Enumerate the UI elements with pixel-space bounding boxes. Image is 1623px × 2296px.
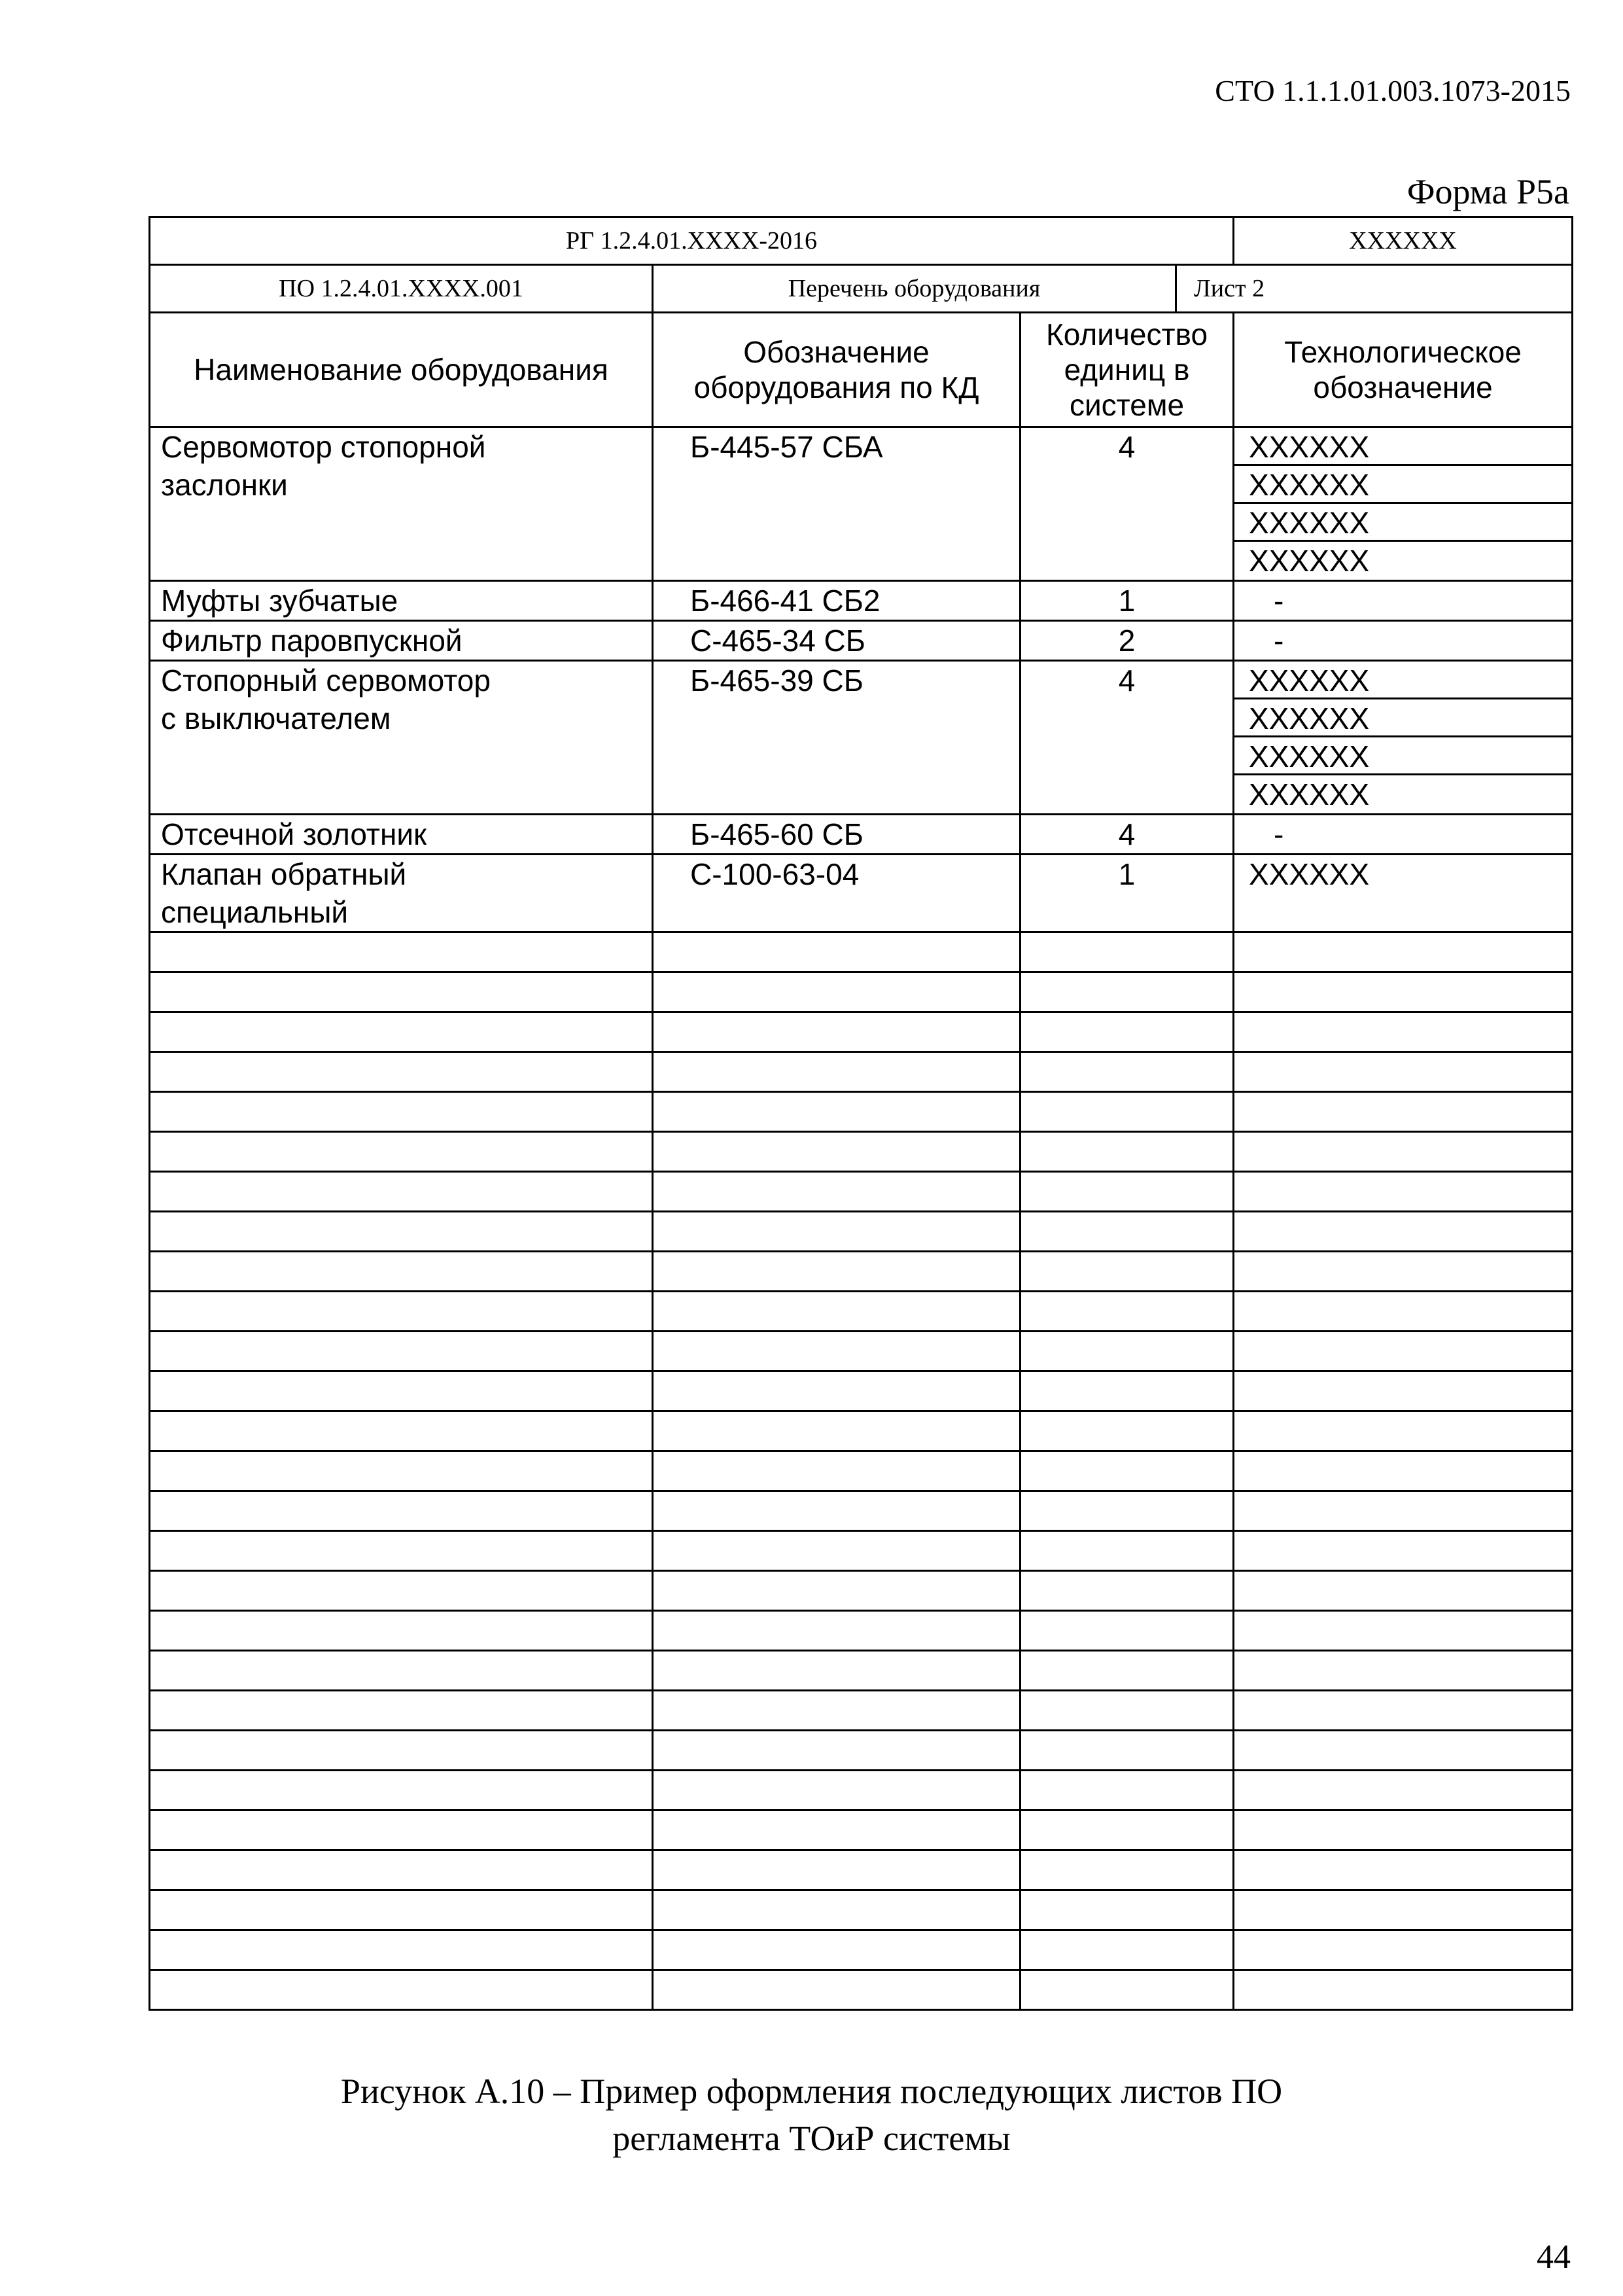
empty-cell <box>1234 1890 1573 1930</box>
empty-row <box>150 1012 1573 1052</box>
empty-cell <box>1021 972 1234 1012</box>
empty-cell <box>1021 1012 1234 1052</box>
figure-caption <box>0 2068 1623 2162</box>
empty-cell <box>653 1571 1021 1611</box>
empty-cell <box>1234 1930 1573 1970</box>
table-row <box>150 815 1573 855</box>
empty-cell <box>653 1252 1021 1292</box>
empty-cell <box>1021 1332 1234 1371</box>
empty-row <box>150 1691 1573 1731</box>
empty-cell <box>653 1810 1021 1850</box>
empty-row <box>150 1252 1573 1292</box>
equipment-table <box>148 216 1573 2011</box>
empty-cell <box>150 1332 653 1371</box>
empty-row <box>150 1132 1573 1172</box>
empty-row <box>150 1371 1573 1411</box>
empty-cell <box>1021 1771 1234 1810</box>
tech-designation: ХХХХХХ <box>1249 544 1370 578</box>
empty-cell <box>1234 932 1573 972</box>
empty-cell <box>1021 1731 1234 1771</box>
equipment-quantity-cell: 2 <box>1021 621 1234 661</box>
empty-cell <box>1234 1052 1573 1092</box>
empty-cell <box>1234 1092 1573 1132</box>
empty-cell <box>653 1731 1021 1771</box>
empty-cell <box>1234 1411 1573 1451</box>
empty-cell <box>1021 1451 1234 1491</box>
empty-cell <box>653 1371 1021 1411</box>
empty-row <box>150 1771 1573 1810</box>
empty-cell <box>653 1890 1021 1930</box>
empty-cell <box>1021 1252 1234 1292</box>
empty-cell <box>653 1052 1021 1092</box>
equipment-name-line: Стопорный сервомотор <box>161 663 491 698</box>
empty-cell <box>1234 1531 1573 1571</box>
empty-row <box>150 1890 1573 1930</box>
empty-cell <box>1234 1252 1573 1292</box>
equipment-code-cell: Б-445-57 СБА <box>653 427 1021 581</box>
empty-cell <box>653 1651 1021 1691</box>
equipment-name-cell <box>150 427 653 581</box>
equipment-name-line: Муфты зубчатые <box>161 584 398 618</box>
equipment-name-cell <box>150 661 653 815</box>
equipment-code-cell: С-100-63-04 <box>653 855 1021 932</box>
empty-cell <box>150 932 653 972</box>
tech-designation: ХХХХХХ <box>1234 466 1571 504</box>
tech-designation-cell <box>1234 815 1573 855</box>
equipment-name-line: с выключателем <box>161 701 391 735</box>
table-row <box>150 621 1573 661</box>
equipment-code-cell: С-465-34 СБ <box>653 621 1021 661</box>
empty-cell <box>1234 1132 1573 1172</box>
empty-cell <box>150 1571 653 1611</box>
tech-designation: - <box>1274 584 1284 618</box>
empty-row <box>150 1611 1573 1651</box>
empty-cell <box>150 1052 653 1092</box>
empty-cell <box>150 1292 653 1332</box>
tech-designation-cell <box>1234 427 1573 581</box>
empty-cell <box>1021 1930 1234 1970</box>
empty-cell <box>150 1890 653 1930</box>
empty-row <box>150 1491 1573 1531</box>
column-header-quantity: Количество единиц в системе <box>1021 313 1234 427</box>
empty-cell <box>1021 1691 1234 1731</box>
equipment-name-line: Клапан обратный <box>161 857 407 891</box>
empty-cell <box>1234 1850 1573 1890</box>
empty-row <box>150 1052 1573 1092</box>
empty-cell <box>1234 1810 1573 1850</box>
empty-cell <box>1021 1611 1234 1651</box>
table-row <box>150 661 1573 815</box>
empty-cell <box>653 972 1021 1012</box>
empty-cell <box>150 1651 653 1691</box>
empty-row <box>150 1850 1573 1890</box>
equipment-quantity-cell: 1 <box>1021 581 1234 621</box>
caption-line-1: Рисунок А.10 – Пример оформления последующих листов ПО <box>340 2072 1283 2111</box>
empty-cell <box>1021 1172 1234 1212</box>
empty-row <box>150 1172 1573 1212</box>
empty-cell <box>1021 1092 1234 1132</box>
empty-cell <box>1021 1491 1234 1531</box>
empty-row <box>150 1970 1573 2010</box>
empty-cell <box>150 1491 653 1531</box>
empty-cell <box>1234 1651 1573 1691</box>
empty-cell <box>150 1451 653 1491</box>
empty-cell <box>150 1172 653 1212</box>
empty-cell <box>653 1850 1021 1890</box>
equipment-name-line: специальный <box>161 895 349 929</box>
empty-row <box>150 1531 1573 1571</box>
empty-cell <box>1234 1970 1573 2010</box>
tech-designation: ХХХХХХ <box>1234 504 1571 542</box>
tech-designation-cell <box>1234 661 1573 815</box>
empty-row <box>150 1571 1573 1611</box>
empty-cell <box>1234 1571 1573 1611</box>
empty-cell <box>1021 1212 1234 1252</box>
empty-cell <box>653 1451 1021 1491</box>
empty-cell <box>1234 1292 1573 1332</box>
empty-cell <box>1021 1651 1234 1691</box>
empty-row <box>150 1930 1573 1970</box>
empty-cell <box>150 1850 653 1890</box>
empty-cell <box>653 1970 1021 2010</box>
equipment-quantity-cell: 4 <box>1021 815 1234 855</box>
empty-cell <box>1234 1491 1573 1531</box>
empty-cell <box>150 1531 653 1571</box>
caption-line-2: регламента ТОиР системы <box>612 2119 1011 2158</box>
empty-row <box>150 1810 1573 1850</box>
form-label: Форма Р5а <box>1406 172 1569 211</box>
empty-cell <box>1021 1890 1234 1930</box>
empty-cell <box>653 1531 1021 1571</box>
empty-row <box>150 1411 1573 1451</box>
column-header-code: Обозначение оборудования по КД <box>653 313 1021 427</box>
empty-cell <box>653 1092 1021 1132</box>
tech-designation-cell <box>1234 855 1573 932</box>
empty-cell <box>1021 1850 1234 1890</box>
empty-cell <box>150 1970 653 2010</box>
empty-cell <box>150 1411 653 1451</box>
empty-cell <box>653 932 1021 972</box>
empty-cell <box>1234 1691 1573 1731</box>
equipment-code-cell: Б-465-60 СБ <box>653 815 1021 855</box>
tech-designation: ХХХХХХ <box>1234 699 1571 737</box>
empty-cell <box>1234 1611 1573 1651</box>
empty-cell <box>150 1092 653 1132</box>
empty-cell <box>1021 1810 1234 1850</box>
equipment-name-cell <box>150 855 653 932</box>
equipment-quantity-cell: 1 <box>1021 855 1234 932</box>
tech-designation: ХХХХХХ <box>1234 428 1571 466</box>
empty-cell <box>1234 1731 1573 1771</box>
header-list-title: Перечень оборудования <box>653 265 1176 313</box>
empty-row <box>150 1651 1573 1691</box>
empty-cell <box>1021 1970 1234 2010</box>
empty-row <box>150 1092 1573 1132</box>
empty-cell <box>1021 1411 1234 1451</box>
column-header-name: Наименование оборудования <box>150 313 653 427</box>
empty-cell <box>150 1132 653 1172</box>
table-row <box>150 855 1573 932</box>
tech-designation: ХХХХХХ <box>1249 777 1370 811</box>
column-header-tech: Технологическое обозначение <box>1234 313 1573 427</box>
empty-cell <box>653 1771 1021 1810</box>
equipment-name-line: Отсечной золотник <box>161 817 427 851</box>
empty-row <box>150 1292 1573 1332</box>
tech-designation: ХХХХХХ <box>1249 857 1370 891</box>
tech-designation-cell <box>1234 581 1573 621</box>
document-code: СТО 1.1.1.01.003.1073-2015 <box>1215 74 1571 107</box>
empty-row <box>150 1451 1573 1491</box>
equipment-name-cell <box>150 815 653 855</box>
header-po-code: ПО 1.2.4.01.ХХХХ.001 <box>150 265 653 313</box>
tech-designation: - <box>1274 817 1284 851</box>
empty-cell <box>1234 1212 1573 1252</box>
empty-cell <box>1021 1292 1234 1332</box>
empty-cell <box>1021 932 1234 972</box>
table-row <box>150 581 1573 621</box>
tech-designation: ХХХХХХ <box>1234 662 1571 699</box>
empty-cell <box>653 1292 1021 1332</box>
empty-cell <box>150 1611 653 1651</box>
empty-cell <box>1234 1012 1573 1052</box>
empty-cell <box>150 1930 653 1970</box>
empty-cell <box>653 1691 1021 1731</box>
table-row <box>150 427 1573 581</box>
empty-cell <box>1234 1332 1573 1371</box>
empty-row <box>150 1332 1573 1371</box>
empty-cell <box>150 1371 653 1411</box>
empty-cell <box>1234 1771 1573 1810</box>
empty-cell <box>653 1411 1021 1451</box>
equipment-name-line: заслонки <box>161 468 288 502</box>
empty-cell <box>653 1012 1021 1052</box>
empty-cell <box>150 1771 653 1810</box>
tech-designation-cell <box>1234 621 1573 661</box>
empty-row <box>150 972 1573 1012</box>
empty-cell <box>1234 1172 1573 1212</box>
header-sheet-number: Лист 2 <box>1176 265 1573 313</box>
empty-cell <box>150 1691 653 1731</box>
empty-cell <box>1021 1371 1234 1411</box>
empty-cell <box>150 1212 653 1252</box>
empty-cell <box>1234 972 1573 1012</box>
empty-cell <box>150 1731 653 1771</box>
empty-cell <box>1021 1052 1234 1092</box>
page-number: 44 <box>1537 2238 1571 2276</box>
empty-cell <box>150 1252 653 1292</box>
equipment-name-line: Сервомотор стопорной <box>161 430 486 464</box>
equipment-name-cell <box>150 621 653 661</box>
equipment-name-cell <box>150 581 653 621</box>
header-doc-id: ХХХХХХ <box>1234 217 1573 265</box>
equipment-code-cell: Б-466-41 СБ2 <box>653 581 1021 621</box>
empty-cell <box>653 1132 1021 1172</box>
empty-row <box>150 932 1573 972</box>
equipment-code-cell: Б-465-39 СБ <box>653 661 1021 815</box>
empty-row <box>150 1212 1573 1252</box>
empty-cell <box>1234 1451 1573 1491</box>
empty-cell <box>150 1810 653 1850</box>
empty-cell <box>653 1491 1021 1531</box>
empty-cell <box>1021 1132 1234 1172</box>
header-doc-code: РГ 1.2.4.01.ХХХХ-2016 <box>150 217 1234 265</box>
empty-row <box>150 1731 1573 1771</box>
equipment-name-line: Фильтр паровпускной <box>161 624 462 658</box>
empty-cell <box>653 1332 1021 1371</box>
empty-cell <box>150 1012 653 1052</box>
tech-designation: ХХХХХХ <box>1234 737 1571 775</box>
tech-designation: - <box>1274 624 1284 658</box>
equipment-quantity-cell: 4 <box>1021 661 1234 815</box>
empty-cell <box>1021 1531 1234 1571</box>
empty-cell <box>653 1212 1021 1252</box>
empty-cell <box>653 1611 1021 1651</box>
equipment-quantity-cell: 4 <box>1021 427 1234 581</box>
empty-cell <box>1021 1571 1234 1611</box>
empty-cell <box>1234 1371 1573 1411</box>
empty-cell <box>653 1930 1021 1970</box>
empty-cell <box>150 972 653 1012</box>
empty-cell <box>653 1172 1021 1212</box>
